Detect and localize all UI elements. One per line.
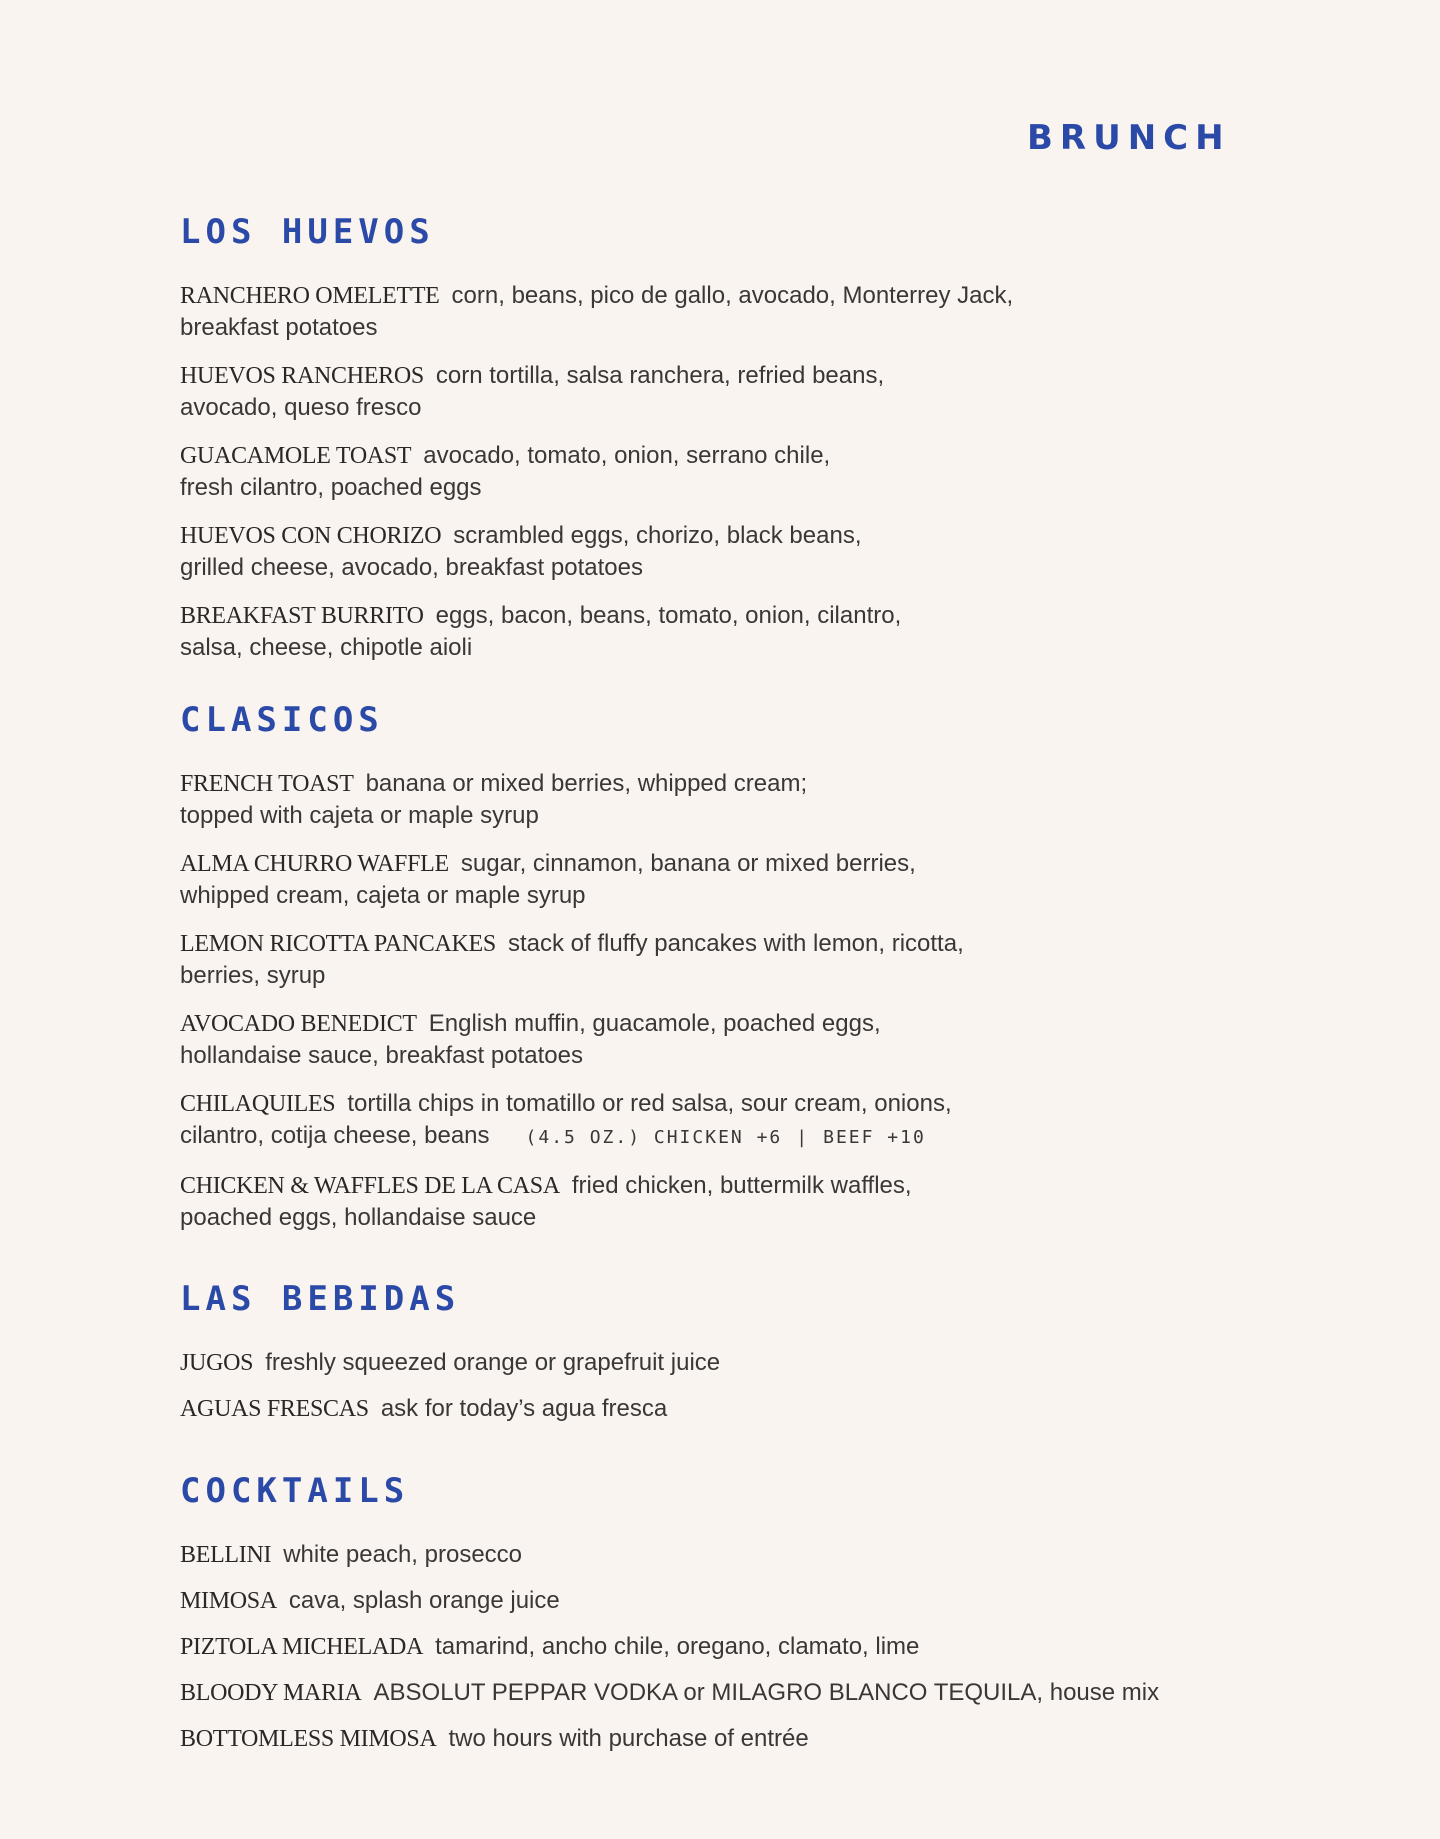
menu-item [180, 600, 1180, 663]
item-description: freshly squeezed orange or grapefruit juice [265, 1349, 721, 1376]
item-description: corn, beans, pico de gallo, avocado, Monterrey Jack, [451, 282, 1014, 309]
item-description: white peach, prosecco [283, 1541, 523, 1568]
section-heading: CLASICOS [180, 700, 384, 740]
item-description: tamarind, ancho chile, oregano, clamato, lime [435, 1633, 920, 1660]
item-description-cont: salsa, cheese, chipotle aioli [180, 634, 473, 661]
item-description: corn tortilla, salsa ranchera, refried beans, [435, 362, 885, 389]
item-name: BREAKFAST BURRITO [180, 603, 424, 629]
item-name: FRENCH TOAST [180, 771, 354, 797]
menu-item [180, 1008, 1180, 1071]
item-description-cont: poached eggs, hollandaise sauce [180, 1204, 537, 1231]
item-name: HUEVOS CON CHORIZO [180, 523, 442, 549]
section-heading: LOS HUEVOS [180, 212, 435, 252]
item-description-cont: cilantro, cotija cheese, beans [180, 1122, 490, 1149]
item-description-cont: berries, syrup [180, 962, 326, 989]
item-description: English muffin, guacamole, poached eggs, [428, 1010, 881, 1037]
item-description: scrambled eggs, chorizo, black beans, [453, 522, 862, 549]
menu-item [180, 1677, 1180, 1709]
section-las-bebidas [180, 1279, 1180, 1439]
section-los-huevos [180, 212, 1180, 680]
item-description-cont: topped with cajeta or maple syrup [180, 802, 539, 829]
item-name: PIZTOLA MICHELADA [180, 1634, 424, 1660]
item-description-cont: hollandaise sauce, breakfast potatoes [180, 1042, 583, 1069]
menu-item [180, 928, 1180, 991]
menu-item [180, 440, 1180, 503]
item-name: JUGOS [180, 1350, 254, 1376]
item-name: AGUAS FRESCAS [180, 1396, 369, 1422]
item-description: stack of fluffy pancakes with lemon, ricotta, [507, 930, 964, 957]
addon-separator: | [796, 1127, 810, 1148]
menu-item [180, 520, 1180, 583]
item-name: BLOODY MARIA [180, 1680, 362, 1706]
item-name: CHILAQUILES [180, 1091, 336, 1117]
item-name: ALMA CHURRO WAFFLE [180, 851, 449, 877]
item-description: cava, splash orange juice [288, 1587, 560, 1614]
addon-beef-price: BEEF +10 [823, 1127, 926, 1148]
item-description: eggs, bacon, beans, tomato, onion, cilantro, [435, 602, 902, 629]
item-description: banana or mixed berries, whipped cream; [365, 770, 808, 797]
item-description: two hours with purchase of entrée [448, 1725, 809, 1752]
item-description: ABSOLUT PEPPAR VODKA or MILAGRO BLANCO TEQUILA, house mix [373, 1679, 1160, 1706]
item-name: RANCHERO OMELETTE [180, 283, 440, 309]
section-cocktails [180, 1471, 1180, 1769]
menu-item [180, 1631, 1180, 1663]
item-description-cont: avocado, queso fresco [180, 394, 422, 421]
item-name: LEMON RICOTTA PANCAKES [180, 931, 496, 957]
menu-item [180, 1393, 1180, 1425]
menu-item [180, 1539, 1180, 1571]
menu-title: BRUNCH [1027, 118, 1231, 158]
section-clasicos [180, 700, 1180, 1250]
item-name: BOTTOMLESS MIMOSA [180, 1726, 437, 1752]
item-name: BELLINI [180, 1542, 272, 1568]
item-name: HUEVOS RANCHEROS [180, 363, 424, 389]
item-name: MIMOSA [180, 1588, 277, 1614]
item-description: avocado, tomato, onion, serrano chile, [423, 442, 831, 469]
item-name: CHICKEN & WAFFLES DE LA CASA [180, 1173, 560, 1199]
section-heading: LAS BEBIDAS [180, 1279, 461, 1319]
item-description: ask for today’s agua fresca [380, 1395, 668, 1422]
item-description-cont: breakfast potatoes [180, 314, 378, 341]
section-heading: COCKTAILS [180, 1471, 410, 1511]
item-description-cont: whipped cream, cajeta or maple syrup [180, 882, 586, 909]
menu-item [180, 1170, 1180, 1233]
menu-item [180, 1585, 1180, 1617]
item-description-cont: grilled cheese, avocado, breakfast potatoes [180, 554, 643, 581]
menu-item [180, 1723, 1180, 1755]
item-name: AVOCADO BENEDICT [180, 1011, 417, 1037]
addon-chicken-price: (4.5 OZ.) CHICKEN +6 [525, 1127, 783, 1148]
item-name: GUACAMOLE TOAST [180, 443, 412, 469]
menu-item [180, 768, 1180, 831]
menu-item [180, 360, 1180, 423]
menu-item [180, 848, 1180, 911]
item-description: sugar, cinnamon, banana or mixed berries, [460, 850, 916, 877]
menu-item [180, 280, 1180, 343]
item-description: tortilla chips in tomatillo or red salsa, sour cream, onions, [347, 1090, 952, 1117]
menu-item [180, 1088, 1180, 1153]
menu-item [180, 1347, 1180, 1379]
item-description-cont: fresh cilantro, poached eggs [180, 474, 482, 501]
item-description: fried chicken, buttermilk waffles, [571, 1172, 912, 1199]
